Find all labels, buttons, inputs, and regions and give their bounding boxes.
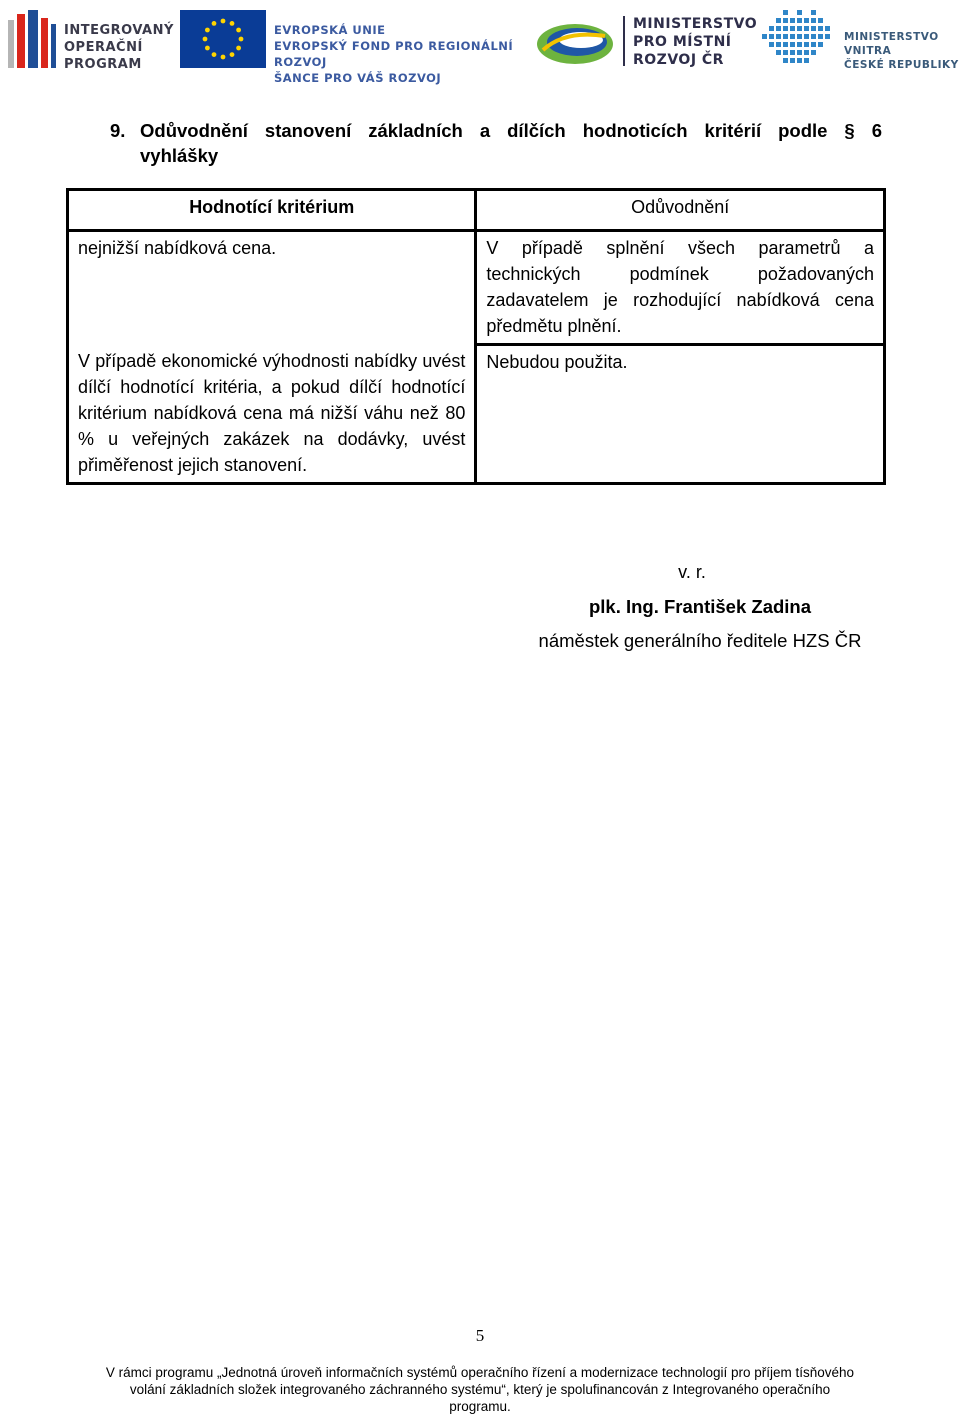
iop-line-2: OPERAČNÍ bbox=[64, 40, 143, 55]
mv-line-2: ČESKÉ REPUBLIKY bbox=[844, 59, 959, 71]
mv-line-1: MINISTERSTVO VNITRA bbox=[844, 31, 939, 57]
table-row bbox=[68, 345, 885, 484]
table-header-row bbox=[68, 190, 885, 231]
mmr-line-2: PRO MÍSTNÍ bbox=[633, 34, 732, 50]
eu-line-2: EVROPSKÝ FOND PRO REGIONÁLNÍ ROZVOJ bbox=[274, 39, 514, 69]
iop-bars-icon bbox=[8, 10, 58, 68]
mmr-separator bbox=[623, 16, 625, 66]
justification-cell: V případě splnění všech parametrů a technických podmínek požadovaných zadavatelem je rozhodující nabídková cena předmětu plnění. bbox=[476, 231, 885, 345]
criteria-table bbox=[66, 188, 886, 485]
mmr-line-3: ROZVOJ ČR bbox=[633, 52, 724, 68]
section-title-line-1: Odůvodnění stanovení základních a dílčích hodnoticích kritérií podle § 6 bbox=[140, 120, 882, 141]
section-number: 9. bbox=[110, 120, 126, 141]
eu-line-3: ŠANCE PRO VÁŠ ROZVOJ bbox=[274, 71, 442, 85]
footer-line-2: volání základních složek integrovaného záchranného systému“, který je spolufinancován z Integrovaného operačního bbox=[129, 1382, 831, 1397]
eu-logo bbox=[180, 10, 520, 85]
eu-line-1: EVROPSKÁ UNIE bbox=[274, 23, 386, 37]
criterion-cell: nejnižší nabídková cena. bbox=[68, 231, 476, 345]
criterion-cell: V případě ekonomické výhodnosti nabídky uvést dílčí hodnotící kritéria, a pokud dílčí hodnotící kritérium nabídková cena má nižší váhu než 80 % u veřejných zakázek na dodávky, uvést přiměřenost jejich stanovení. bbox=[68, 345, 476, 484]
section-title-line-2: vyhlášky bbox=[140, 145, 219, 166]
mmr-logo bbox=[535, 10, 758, 70]
mmr-line-1: MINISTERSTVO bbox=[633, 16, 758, 32]
header-criterion: Hodnotící kritérium bbox=[68, 190, 476, 231]
iop-logo bbox=[8, 8, 174, 72]
signatory-title: náměstek generálního ředitele HZS ČR bbox=[538, 630, 862, 651]
signature-vr: v. r. bbox=[678, 562, 706, 582]
footer bbox=[60, 1364, 900, 1415]
mv-dots-icon bbox=[762, 10, 834, 68]
section-heading bbox=[110, 118, 882, 168]
justification-cell: Nebudou použita. bbox=[476, 345, 885, 484]
eu-flag-icon bbox=[180, 10, 266, 68]
header-justification: Odůvodnění bbox=[476, 190, 885, 231]
footer-line-1: V rámci programu „Jednotná úroveň informačních systémů operačního řízení a modernizace technologií pro příjem tísňového bbox=[105, 1365, 855, 1380]
header-logos bbox=[0, 0, 960, 85]
page-number: 5 bbox=[475, 1326, 485, 1345]
footer-line-3: programu. bbox=[449, 1399, 511, 1414]
mv-logo bbox=[762, 10, 960, 70]
mmr-swirl-icon bbox=[535, 16, 615, 68]
iop-line-3: PROGRAM bbox=[64, 57, 142, 72]
signatory-name: plk. Ing. František Zadina bbox=[588, 596, 812, 617]
iop-line-1: INTEGROVANÝ bbox=[64, 23, 174, 38]
table-row bbox=[68, 231, 885, 345]
